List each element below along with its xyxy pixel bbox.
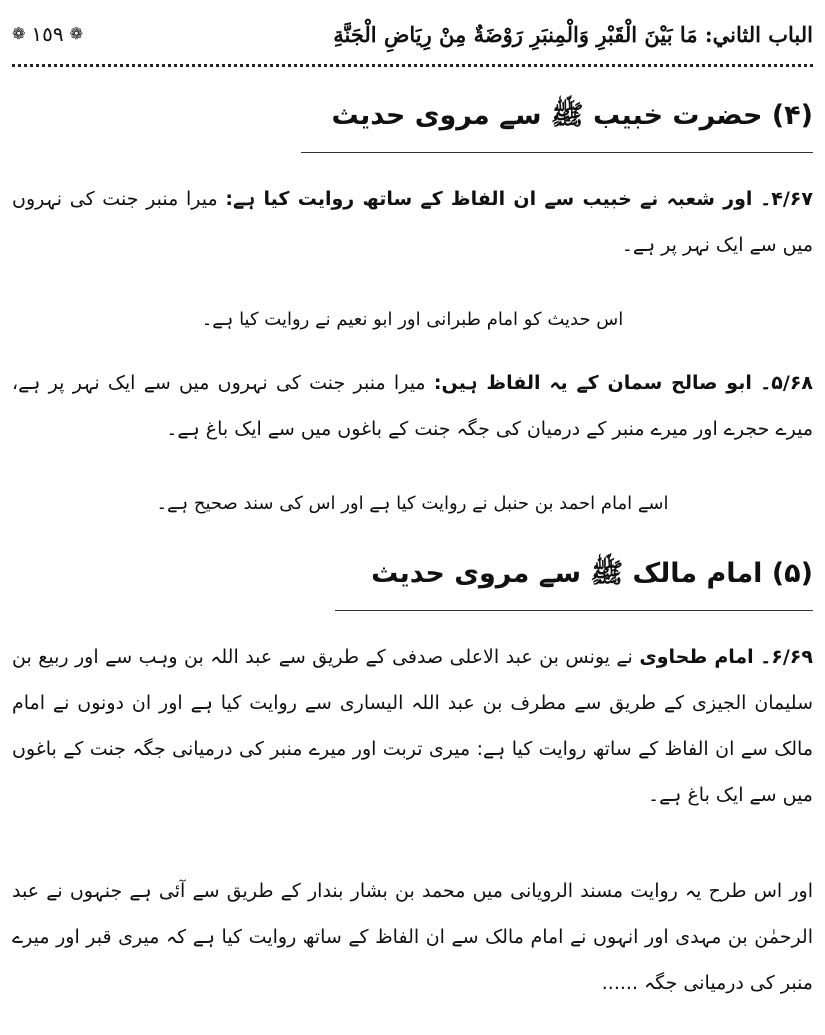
chapter-title: الباب الثاني: مَا بَيْنَ الْقَبْرِ وَالْمِنبَرِ رَوْضَةٌ مِنْ رِيَاضِ الْجَنَّةِ	[333, 21, 813, 47]
hadith-lead: اور شعبہ نے خبیب سے ان الفاظ کے ساتھ روایت کیا ہے:	[225, 188, 753, 210]
page-number: ١٥٩	[31, 22, 64, 46]
ornament-right-icon: ❁	[69, 24, 84, 43]
header-dotted-divider	[12, 64, 813, 67]
running-header	[12, 14, 813, 54]
hadith-text: میرا منبر جنت کی نہروں میں سے ایک نہر پر ہے، میرے حجرے اور میرے منبر کے درمیان کی جگہ جنت کے باغوں میں سے ایک باغ ہے۔	[12, 372, 813, 440]
hadith-number: ۴/۶۷۔	[760, 188, 813, 210]
closing-paragraph: اور اس طرح یہ روایت مسند الرویانی میں محمد بن بشار بندار کے طریق سے آئی ہے جنہوں نے عبد الرحمٰن بن مہدی اور انہوں نے امام مالک سے ان الفاظ کے ساتھ روایت کیا ہے کہ میری قبر اور میرے منبر کی درمیانی جگہ ......	[12, 880, 813, 994]
hadith-text: میرا منبر جنت کی نہروں میں سے ایک نہر پر ہے۔	[12, 188, 813, 256]
book-page	[12, 0, 813, 1035]
hadith-lead: امام طحاوی	[639, 646, 754, 668]
hadith-paragraph	[12, 176, 813, 268]
hadith-source-note: اس حدیث کو امام طبرانی اور ابو نعیم نے روایت کیا ہے۔	[201, 309, 624, 330]
page-number-block	[12, 22, 83, 46]
hadith-paragraph	[12, 634, 813, 818]
hadith-lead: ابو صالح سمان کے یہ الفاظ ہیں:	[433, 372, 752, 394]
hadith-number: ۵/۶۸۔	[760, 372, 814, 394]
section-heading-khubaib: (۴) حضرت خبیب ﷺ سے مروی حدیث	[331, 100, 813, 131]
section-heading-imam-malik: (۵) امام مالک ﷺ سے مروی حدیث	[371, 558, 813, 589]
ornament-left-icon: ❁	[12, 24, 26, 43]
section-heading-underline	[301, 152, 813, 153]
hadith-number: ۶/۶۹۔	[760, 646, 813, 668]
hadith-paragraph	[12, 360, 813, 452]
hadith-source-note: اسے امام احمد بن حنبل نے روایت کیا ہے اور اس کی سند صحیح ہے۔	[156, 493, 669, 514]
section-heading-underline	[335, 610, 813, 611]
hadith-text: نے یونس بن عبد الاعلی صدفی کے طریق سے عبد اللہ بن وہب سے اور ربیع بن سلیمان الجیزی کے طریق سے مطرف بن عبد اللہ الیساری سے روایت کیا ہے اور ان دونوں نے امام مالک سے ان الفاظ کے ساتھ روایت کیا ہے: میری تربت اور میرے منبر کی درمیانی جگہ جنت کے باغوں میں سے ایک باغ ہے۔	[12, 646, 813, 806]
